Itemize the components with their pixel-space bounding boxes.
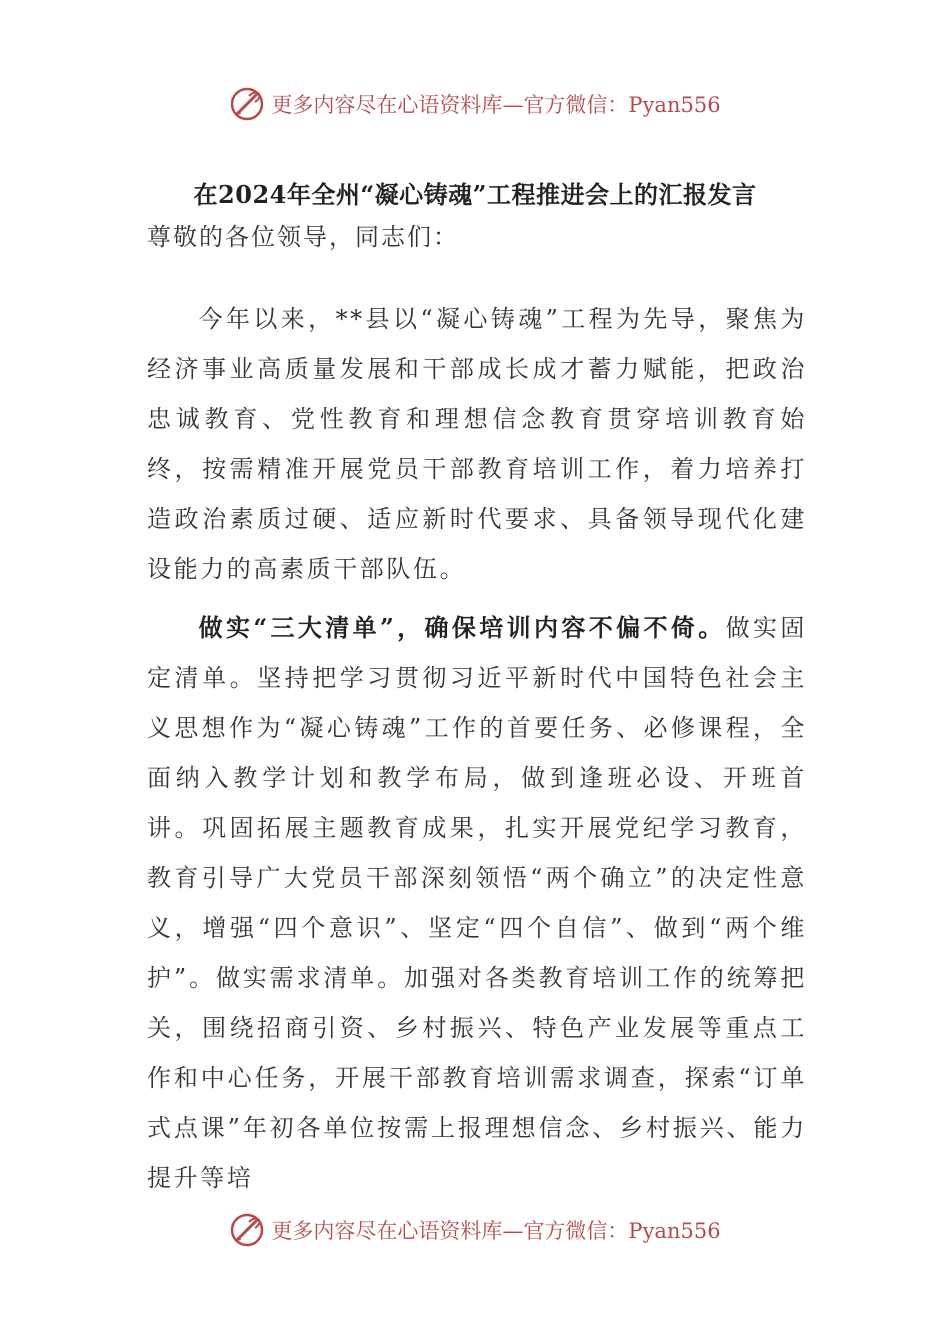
footer-brand: 更多内容尽在心语资料库 bbox=[271, 1219, 503, 1243]
paragraph-2-lead: 做实“三大清单”，确保培训内容不偏不倚。 bbox=[198, 613, 726, 642]
paragraph-1: 今年以来，**县以“凝心铸魂”工程为先导，聚焦为经济事业高质量发展和干部成长成才蓄力赋能，把政治忠诚教育、党性教育和理想信念教育贯穿培训教育始终，按需精准开展党员干部教育培训工作，着力培养打造政治素质过硬、适应新时代要求、具备领导现代化建设能力的高素质干部队伍。 bbox=[147, 305, 807, 583]
header-text bbox=[271, 89, 720, 119]
header-banner bbox=[0, 84, 950, 124]
document-title: 在2024年全州“凝心铸魂”工程推进会上的汇报发言 bbox=[193, 180, 757, 209]
pen-logo-icon bbox=[229, 1212, 265, 1248]
paragraph-2 bbox=[147, 603, 807, 1203]
footer-wechat: 官方微信：Pyan556 bbox=[523, 1219, 721, 1243]
footer-banner bbox=[0, 1210, 950, 1250]
footer-text bbox=[271, 1215, 720, 1245]
header-brand: 更多内容尽在心语资料库 bbox=[271, 93, 503, 117]
header-separator: — bbox=[502, 93, 524, 117]
salutation: 尊敬的各位领导，同志们： bbox=[147, 223, 459, 251]
paragraph-2-body: 做实固定清单。坚持把学习贯彻习近平新时代中国特色社会主义思想作为“凝心铸魂”工作的首要任务、必修课程，全面纳入教学计划和教学布局，做到逢班必设、开班首讲。巩固拓展主题教育成果，扎实开展党纪学习教育，教育引导广大党员干部深刻领悟“两个确立”的决定性意义，增强“四个意识”、坚定“四个自信”、做到“两个维护”。做实需求清单。加强对各类教育培训工作的统筹把关，围绕招商引资、乡村振兴、特色产业发展等重点工作和中心任务，开展干部教育培训需求调查，探索“订单式点课”年初各单位按需上报理想信念、乡村振兴、能力提升等培 bbox=[147, 614, 808, 1192]
footer-separator: — bbox=[502, 1219, 524, 1243]
pen-logo-icon bbox=[229, 86, 265, 122]
header-wechat: 官方微信：Pyan556 bbox=[523, 93, 721, 117]
